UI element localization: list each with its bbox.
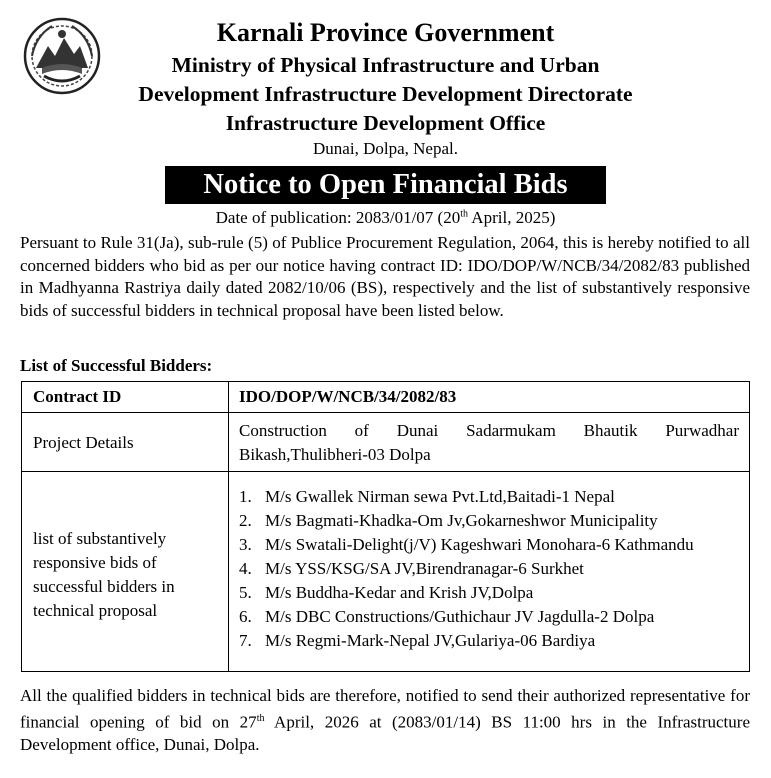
list-item-number: 1.	[239, 487, 252, 506]
header-directorate: Development Infrastructure Development Directorate	[138, 82, 633, 106]
bidder-name: M/s Buddha-Kedar and Krish JV,Dolpa	[265, 583, 534, 602]
list-heading: List of Successful Bidders:	[20, 356, 213, 375]
column-divider	[228, 382, 229, 671]
list-item-number: 7.	[239, 631, 252, 650]
bidder-name: M/s Swatali-Delight(j/V) Kageshwari Monohara-6 Kathmandu	[265, 535, 694, 554]
intro-paragraph: Persuant to Rule 31(Ja), sub-rule (5) of Publice Procurement Regulation, 2064, this is hereby notified to all concerned bidders who bid as per our notice having contract ID: IDO/DOP/W/NCB/34/2082/83 published in Madhyanna Rastriya daily dated 2082/10/06 (BS), respectively and the list of substantively responsive bids of successful bidders in technical proposal have been listed below.	[20, 233, 750, 320]
list-item	[239, 533, 694, 557]
notice-title: Notice to Open Financial Bids	[165, 166, 606, 204]
bidders-table	[21, 381, 750, 672]
list-item	[239, 485, 694, 509]
header-government: Karnali Province Government	[216, 18, 555, 47]
project-details-label: Project Details	[33, 433, 134, 452]
bidder-name: M/s Gwallek Nirman sewa Pvt.Ltd,Baitadi-1 Nepal	[265, 487, 615, 506]
bidder-name: M/s Bagmati-Khadka-Om Jv,Gokarneshwor Municipality	[265, 511, 658, 530]
publication-date: Date of publication: 2083/01/07 (20th April, 2025)	[215, 208, 556, 227]
list-item	[239, 509, 694, 533]
contract-id-value: IDO/DOP/W/NCB/34/2082/83	[239, 387, 457, 406]
list-item-number: 3.	[239, 535, 252, 554]
list-item	[239, 557, 694, 581]
bidder-name: M/s YSS/KSG/SA JV,Birendranagar-6 Surkhet	[265, 559, 584, 578]
nepal-emblem-icon	[22, 16, 102, 96]
list-item-number: 2.	[239, 511, 252, 530]
contract-id-label: Contract ID	[33, 387, 122, 406]
bidder-name: M/s DBC Constructions/Guthichaur JV Jagdulla-2 Dolpa	[265, 607, 655, 626]
list-item	[239, 581, 694, 605]
bidders-label: list of substantively responsive bids of successful bidders in technical proposal	[33, 529, 175, 620]
project-details-value: Construction of Dunai Sadarmukam Bhautik Purwadhar Bikash,Thulibheri-03 Dolpa	[239, 421, 739, 464]
bidders-list	[239, 485, 694, 653]
row-divider	[22, 471, 749, 472]
list-item-number: 4.	[239, 559, 252, 578]
header-ministry: Ministry of Physical Infrastructure and Urban	[171, 53, 600, 77]
list-item-number: 6.	[239, 607, 252, 626]
header-office: Infrastructure Development Office	[225, 111, 546, 135]
row-divider	[22, 412, 749, 413]
bidder-name: M/s Regmi-Mark-Nepal JV,Gulariya-06 Bardiya	[265, 631, 596, 650]
list-item	[239, 629, 694, 653]
closing-paragraph: All the qualified bidders in technical bids are therefore, notified to send their authorized representative for financial opening of bid on 27th April, 2026 at (2083/01/14) BS 11:00 hrs in the Infrastructure Development office, Dunai, Dolpa.	[20, 686, 750, 754]
list-item	[239, 605, 694, 629]
header-location: Dunai, Dolpa, Nepal.	[313, 139, 458, 158]
list-item-number: 5.	[239, 583, 252, 602]
